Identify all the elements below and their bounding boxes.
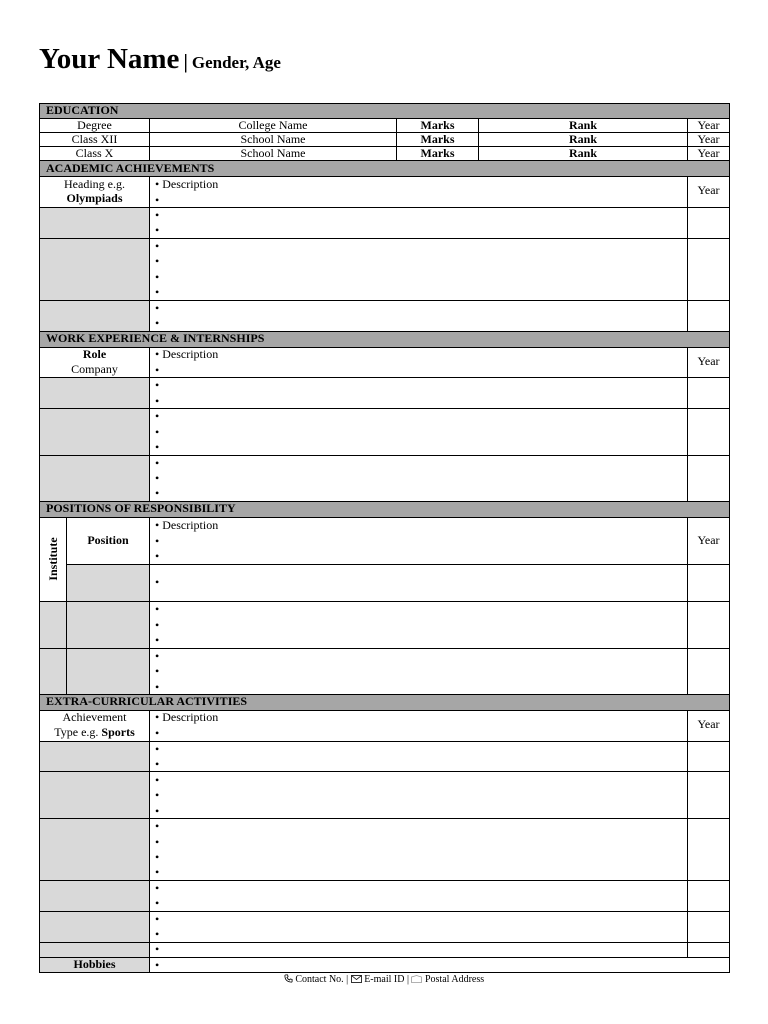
academic-year: Year [697,183,720,197]
work-role-cell [39,408,150,456]
achievement-description: Description [162,710,219,724]
education-year: Year [697,146,720,160]
footer-separator: | [406,974,409,985]
bullet-icon: • [155,208,160,222]
position-description-cell [149,648,688,695]
footer-separator: | [346,974,349,985]
bullet-icon: • [155,347,160,361]
bullet-icon: • [155,223,160,237]
bullet-icon: • [155,270,160,284]
education-degree: Degree [77,118,112,132]
bullet-icon: • [155,440,160,454]
institute-cell [39,648,67,695]
bullet-icon: • [155,664,160,678]
position-description-cell [149,564,688,602]
position-year-cell [687,648,730,695]
achievement-year-cell [687,942,730,958]
bullet-icon: • [155,254,160,268]
position-year-cell [687,564,730,602]
bullet-icon: • [155,425,160,439]
achievement-cell [39,771,150,819]
position-description: Description [162,518,219,532]
bullet-icon: • [155,363,160,377]
education-degree: Class X [75,146,114,160]
bullet-icon: • [155,680,160,694]
position-year-cell [687,601,730,649]
bullet-icon: • [155,534,160,548]
bullet-icon: • [155,471,160,485]
work-description: Description [162,347,219,361]
contact-footer [0,974,768,986]
resume-header [39,43,281,76]
education-degree: Class XII [71,132,118,146]
academic-heading-cell [39,238,150,301]
education-marks: Marks [420,118,455,132]
postal-address: Postal Address [424,974,485,985]
work-description-cell [149,347,688,378]
work-description-cell [149,377,688,409]
work-role: Role [82,347,107,361]
achievement-line1: Achievement [62,710,127,724]
bullet-icon: • [155,618,160,632]
bullet-icon: • [155,549,160,563]
header-separator: | [183,51,188,73]
achievement-description-cell [149,741,688,772]
bullet-line [155,519,218,532]
email-id: E-mail ID [364,974,405,985]
bullet-icon: • [155,285,160,299]
bullet-icon: • [155,518,160,532]
gender-age: Gender, Age [191,53,281,72]
work-year-cell [687,408,730,456]
address-icon [411,975,422,986]
bullet-icon: • [155,394,160,408]
education-institution: School Name [240,132,306,146]
position-description-cell [149,601,688,649]
achievement-cell [39,880,150,912]
bullet-icon: • [155,742,160,756]
achievement-type-prefix: Type e.g. [54,725,99,739]
achievement-year-cell [687,771,730,819]
position-cell [66,648,150,695]
positions-title: POSITIONS OF RESPONSIBILITY [46,501,236,515]
academic-title: ACADEMIC ACHIEVEMENTS [46,161,215,175]
bullet-icon: • [155,378,160,392]
achievement-type-example: Sports [101,725,135,739]
achievement-year-cell [687,911,730,943]
work-title: WORK EXPERIENCE & INTERNSHIPS [46,331,265,345]
academic-description-cell [149,238,688,301]
bullet-icon: • [155,773,160,787]
bullet-icon: • [155,456,160,470]
bullet-icon: • [155,927,160,941]
bullet-icon: • [155,301,160,315]
academic-description: Description [162,177,219,191]
achievement-description-cell [149,710,688,742]
work-company: Company [71,362,118,376]
bullet-icon: • [155,865,160,879]
academic-description-cell [149,300,688,332]
bullet-icon: • [155,575,160,589]
achievement-type [39,726,150,739]
bullet-icon: • [155,881,160,895]
achievement-year-cell [687,880,730,912]
achievement-year: Year [697,717,720,731]
education-institution: College Name [238,118,308,132]
achievement-cell [39,818,150,881]
education-section-header [39,103,730,119]
education-marks: Marks [420,146,455,160]
work-year-cell [687,377,730,409]
bullet-icon: • [155,316,160,330]
position-label: Position [87,533,129,547]
bullet-icon: • [155,757,160,771]
candidate-name: Your Name [39,43,180,75]
education-rank: Rank [568,118,597,132]
education-marks: Marks [420,132,455,146]
education-year: Year [697,132,720,146]
phone-icon [284,974,293,986]
bullet-icon: • [155,602,160,616]
position-cell [66,564,150,602]
academic-description-cell [149,176,688,208]
achievement-cell [39,741,150,772]
bullet-icon: • [155,239,160,253]
position-year: Year [697,533,720,547]
work-role-cell [39,455,150,502]
position-description-cell [149,517,688,565]
bullet-icon: • [155,193,160,207]
achievement-cell [39,942,150,958]
bullet-icon: • [155,850,160,864]
achievement-description-cell [149,771,688,819]
bullet-icon: • [155,958,160,972]
bullet-line [155,348,218,361]
email-icon [351,975,362,986]
education-title: EDUCATION [46,103,119,117]
academic-year-cell [687,300,730,332]
achievement-description-cell [149,818,688,881]
academic-year-cell [687,207,730,239]
bullet-icon: • [155,710,160,724]
institute-label: Institute [46,537,60,581]
bullet-icon: • [155,942,160,956]
bullet-icon: • [155,835,160,849]
bullet-icon: • [155,819,160,833]
achievement-year-cell [687,741,730,772]
achievement-cell [39,911,150,943]
work-year-cell [687,455,730,502]
bullet-icon: • [155,649,160,663]
academic-heading-cell [39,207,150,239]
academic-description-cell [149,207,688,239]
bullet-icon: • [155,409,160,423]
education-rank: Rank [568,146,597,160]
bullet-icon: • [155,486,160,500]
academic-heading-line1: Heading e.g. [64,177,125,191]
bullet-line [155,711,218,724]
extracurricular-title: EXTRA-CURRICULAR ACTIVITIES [46,694,248,708]
institute-cell [39,601,67,649]
bullet-icon: • [155,896,160,910]
work-role-cell [39,377,150,409]
work-year: Year [697,354,720,368]
achievement-description-cell [149,942,688,958]
bullet-icon: • [155,788,160,802]
bullet-icon: • [155,726,160,740]
work-description-cell [149,408,688,456]
position-cell [66,601,150,649]
achievement-year-cell [687,818,730,881]
work-description-cell [149,455,688,502]
achievement-description-cell [149,911,688,943]
hobbies-description-cell [149,957,730,973]
bullet-icon: • [155,912,160,926]
hobbies-label: Hobbies [73,957,116,971]
bullet-icon: • [155,633,160,647]
bullet-line [155,178,218,191]
achievement-description-cell [149,880,688,912]
bullet-icon: • [155,804,160,818]
academic-year-cell [687,238,730,301]
bullet-icon: • [155,177,160,191]
education-year: Year [697,118,720,132]
academic-heading-line2: Olympiads [66,191,123,205]
education-rank: Rank [568,132,597,146]
academic-heading-cell [39,300,150,332]
education-institution: School Name [240,146,306,160]
contact-number: Contact No. [295,974,344,985]
